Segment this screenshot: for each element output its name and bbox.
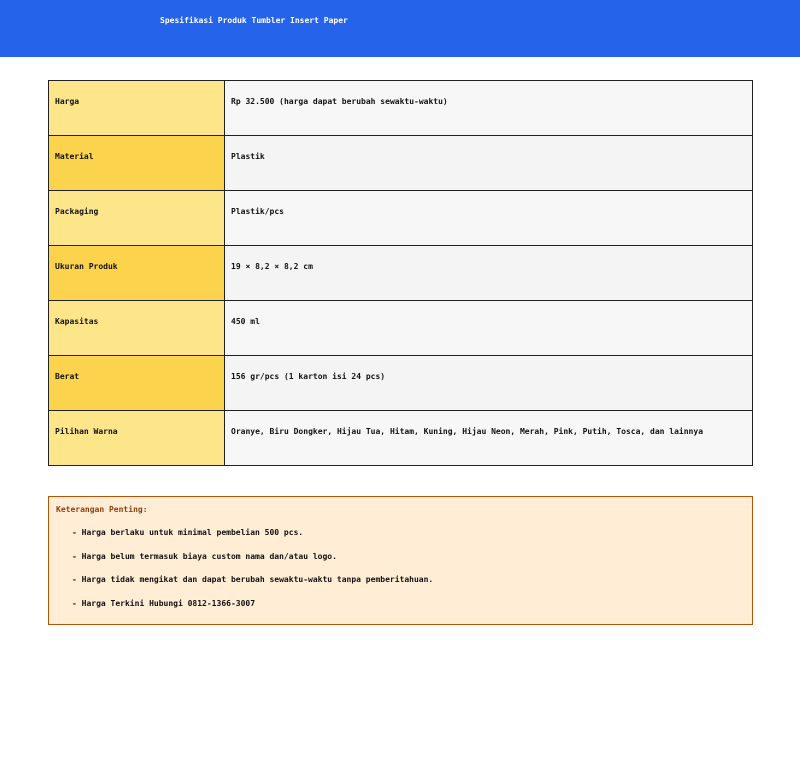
spec-row-ukuran bbox=[49, 246, 753, 301]
spec-label: Kapasitas bbox=[49, 301, 225, 356]
spec-value: Oranye, Biru Dongker, Hijau Tua, Hitam, Kuning, Hijau Neon, Merah, Pink, Putih, Tosca, dan lainnya bbox=[225, 411, 753, 466]
list-item: - Harga belum termasuk biaya custom nama dan/atau logo. bbox=[72, 552, 745, 561]
spec-value: Plastik/pcs bbox=[225, 191, 753, 246]
spec-value: 156 gr/pcs (1 karton isi 24 pcs) bbox=[225, 356, 753, 411]
spec-row-packaging bbox=[49, 191, 753, 246]
spec-label: Ukuran Produk bbox=[49, 246, 225, 301]
list-item: - Harga Terkini Hubungi 0812-1366-3007 bbox=[72, 599, 745, 608]
notes-box bbox=[48, 496, 753, 625]
notes-list bbox=[56, 528, 745, 608]
spec-label: Harga bbox=[49, 81, 225, 136]
spec-label: Pilihan Warna bbox=[49, 411, 225, 466]
spec-label: Packaging bbox=[49, 191, 225, 246]
spec-row-harga bbox=[49, 81, 753, 136]
spec-value: 450 ml bbox=[225, 301, 753, 356]
spec-value: Plastik bbox=[225, 136, 753, 191]
list-item: - Harga tidak mengikat dan dapat berubah sewaktu-waktu tanpa pemberitahuan. bbox=[72, 575, 745, 584]
spec-row-material bbox=[49, 136, 753, 191]
spec-value: Rp 32.500 (harga dapat berubah sewaktu-waktu) bbox=[225, 81, 753, 136]
spec-label: Berat bbox=[49, 356, 225, 411]
notes-title: Keterangan Penting: bbox=[56, 505, 148, 514]
page-header bbox=[0, 0, 800, 57]
spec-table bbox=[48, 80, 753, 466]
page-title: Spesifikasi Produk Tumbler Insert Paper bbox=[160, 16, 348, 25]
spec-row-warna bbox=[49, 411, 753, 466]
spec-value: 19 × 8,2 × 8,2 cm bbox=[225, 246, 753, 301]
list-item: - Harga berlaku untuk minimal pembelian 500 pcs. bbox=[72, 528, 745, 537]
spec-row-kapasitas bbox=[49, 301, 753, 356]
spec-label: Material bbox=[49, 136, 225, 191]
spec-row-berat bbox=[49, 356, 753, 411]
